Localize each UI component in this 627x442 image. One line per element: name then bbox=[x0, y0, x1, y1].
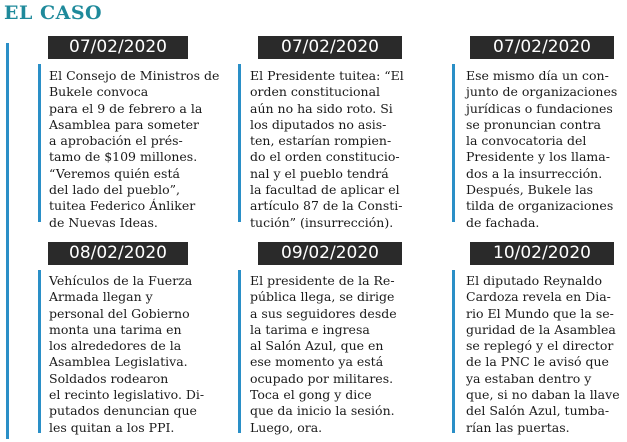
entry-6-date: 10/02/2020 bbox=[470, 242, 614, 265]
entry-5-date: 09/02/2020 bbox=[258, 242, 402, 265]
entry-5-text: El presidente de la Re- pública llega, se dirige a sus seguidores desde la tarima e ingresa al Salón Azul, que en ese momento ya está ocupado por militares. Toca el gong y dice que da inicio la sesión. Luego, ora. bbox=[250, 273, 397, 435]
entry-1-date: 07/02/2020 bbox=[48, 36, 188, 59]
entry-3-text: Ese mismo día un con- junto de organizaciones jurídicas o fundaciones se pronuncian contra la convocatoria del Presidente y los llama- dos a la insurrección. Después, Bukele las tilda de organizaciones de fachada. bbox=[466, 68, 618, 230]
entry-1-connector bbox=[38, 64, 41, 222]
entry-1-text: El Consejo de Ministros de Bukele convoca para el 9 de febrero a la Asamblea para someter a aprobación el prés- tamo de $109 millones. “Veremos quién está del lado del pueblo”, tuitea Federico Ánliker de Nuevas Ideas. bbox=[49, 68, 220, 230]
entry-4-date: 08/02/2020 bbox=[48, 242, 188, 265]
entry-2-connector bbox=[238, 64, 241, 222]
entry-3-date: 07/02/2020 bbox=[470, 36, 614, 59]
entry-6-text: El diputado Reynaldo Cardoza revela en Dia- rio El Mundo que la se- guridad de la Asamblea se replegó y el director de la PNC le avisó que ya estaban dentro y que, si no daban la llave del Salón Azul, tumba- rían las puertas. bbox=[466, 273, 620, 435]
entry-4-text: Vehículos de la Fuerza Armada llegan y personal del Gobierno monta una tarima en los alrededores de la Asamblea Legislativa. Soldados rodearon el recinto legislativo. Di- putados denuncian que les quitan a los PPI. bbox=[49, 273, 205, 435]
timeline-bar bbox=[6, 43, 9, 439]
entry-2-text: El Presidente tuitea: “El orden constitucional aún no ha sido roto. Si los diputados no asis- ten, estarían rompien- do el orden constitucio- nal y el pueblo tendrá la facultad de aplicar el artículo 87 de la Consti- tución” (insurrección). bbox=[250, 68, 404, 230]
section-heading: EL CASO bbox=[4, 2, 103, 24]
entry-5-connector bbox=[238, 270, 241, 433]
entry-6-connector bbox=[452, 270, 455, 433]
entry-2-date: 07/02/2020 bbox=[258, 36, 402, 59]
entry-4-connector bbox=[38, 270, 41, 433]
entry-3-connector bbox=[452, 64, 455, 222]
